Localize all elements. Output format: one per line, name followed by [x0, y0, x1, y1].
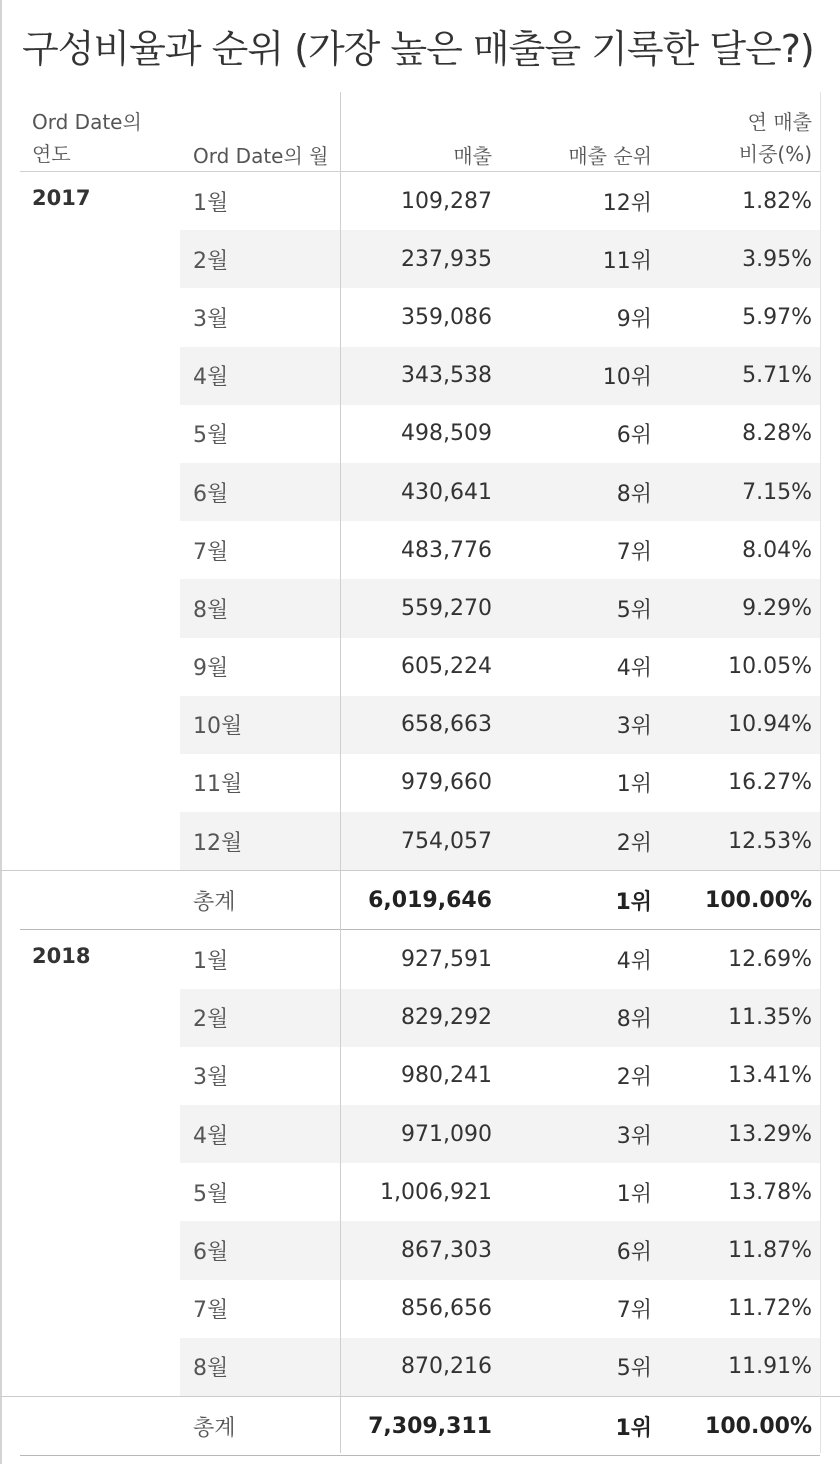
- table-body: [0, 172, 840, 1456]
- share-cell: 5.71%: [742, 363, 812, 389]
- table-row: [0, 1338, 840, 1396]
- header-share-line2: 비중(%): [738, 142, 812, 166]
- rank-cell: 6위: [616, 423, 652, 449]
- share-cell: 8.04%: [742, 537, 812, 563]
- table-row: [0, 347, 840, 405]
- month-cell: 1월: [193, 949, 229, 975]
- month-cell: 2월: [193, 248, 229, 274]
- rank-cell: 7위: [616, 539, 652, 565]
- sales-cell: 343,538: [401, 363, 492, 389]
- table-row: [0, 230, 840, 288]
- year-group: [0, 172, 840, 929]
- sales-cell: 559,270: [401, 595, 492, 621]
- rank-cell: 1위: [616, 1181, 652, 1207]
- month-cell: 5월: [193, 1181, 229, 1207]
- month-cell: 8월: [193, 597, 229, 623]
- rank-cell: 3위: [616, 714, 652, 740]
- share-cell: 11.72%: [728, 1296, 812, 1322]
- share-cell: 12.69%: [728, 947, 812, 973]
- share-cell: 13.29%: [728, 1121, 812, 1147]
- month-cell: 총계: [193, 889, 236, 915]
- rank-cell: 1위: [616, 772, 652, 798]
- sales-cell: 856,656: [401, 1296, 492, 1322]
- month-cell: 7월: [193, 539, 229, 565]
- sales-cell: 7,309,311: [368, 1413, 492, 1439]
- sales-cell: 867,303: [401, 1237, 492, 1263]
- table-row: [0, 463, 840, 521]
- sales-cell: 658,663: [401, 712, 492, 738]
- right-border: [820, 92, 821, 1453]
- table-row: [0, 1221, 840, 1279]
- month-cell: 3월: [193, 306, 229, 332]
- sales-cell: 109,287: [401, 188, 492, 214]
- month-cell: 7월: [193, 1298, 229, 1324]
- rank-cell: 7위: [616, 1298, 652, 1324]
- share-cell: 5.97%: [742, 304, 812, 330]
- rank-cell: 8위: [616, 1007, 652, 1033]
- share-cell: 8.28%: [742, 421, 812, 447]
- sales-cell: 483,776: [401, 537, 492, 563]
- total-row: [0, 1396, 840, 1455]
- table-row: [0, 1280, 840, 1338]
- share-cell: 13.78%: [728, 1179, 812, 1205]
- rank-cell: 4위: [616, 656, 652, 682]
- table-row: [0, 405, 840, 463]
- rank-cell: 6위: [616, 1239, 652, 1265]
- header-share-line1: 연 매출: [747, 110, 812, 134]
- rank-cell: 5위: [616, 597, 652, 623]
- sales-cell: 605,224: [401, 654, 492, 680]
- month-cell: 12월: [193, 830, 243, 856]
- sales-cell: 754,057: [401, 828, 492, 854]
- sales-cell: 870,216: [401, 1354, 492, 1380]
- year-label: 2018: [32, 944, 91, 969]
- table-row: [0, 696, 840, 754]
- table-row: [0, 1105, 840, 1163]
- rank-cell: 1위: [615, 889, 652, 915]
- month-cell: 총계: [193, 1415, 236, 1441]
- header-year-line1: Ord Date의: [32, 110, 142, 134]
- sales-cell: 237,935: [401, 246, 492, 272]
- rank-cell: 10위: [602, 365, 652, 391]
- share-cell: 10.05%: [728, 654, 812, 680]
- header-sales: 매출: [453, 144, 492, 168]
- month-cell: 2월: [193, 1007, 229, 1033]
- month-cell: 6월: [193, 1239, 229, 1265]
- share-cell: 7.15%: [742, 479, 812, 505]
- share-cell: 11.91%: [728, 1354, 812, 1380]
- total-row: [0, 870, 840, 929]
- month-cell: 8월: [193, 1356, 229, 1382]
- sales-cell: 6,019,646: [368, 887, 492, 913]
- month-cell: 5월: [193, 423, 229, 449]
- share-cell: 100.00%: [705, 1413, 812, 1439]
- year-group: [0, 930, 840, 1455]
- header-month: Ord Date의 월: [193, 144, 329, 168]
- table-row: [0, 521, 840, 579]
- table-row: [0, 288, 840, 346]
- share-cell: 10.94%: [728, 712, 812, 738]
- chart-title: 구성비율과 순위 (가장 높은 매출을 기록한 달은?): [22, 27, 814, 71]
- month-cell: 11월: [193, 772, 243, 798]
- header-year-line2: 연도: [32, 142, 71, 166]
- rank-cell: 12위: [602, 190, 652, 216]
- header-rank: 매출 순위: [568, 144, 652, 168]
- sales-cell: 1,006,921: [380, 1179, 492, 1205]
- rank-cell: 8위: [616, 481, 652, 507]
- sales-cell: 829,292: [401, 1005, 492, 1031]
- rank-cell: 2위: [616, 830, 652, 856]
- share-cell: 11.87%: [728, 1237, 812, 1263]
- sales-cell: 971,090: [401, 1121, 492, 1147]
- share-cell: 12.53%: [728, 828, 812, 854]
- month-cell: 6월: [193, 481, 229, 507]
- month-cell: 1월: [193, 190, 229, 216]
- sales-cell: 498,509: [401, 421, 492, 447]
- table-row: [0, 638, 840, 696]
- rank-cell: 9위: [616, 306, 652, 332]
- month-cell: 10월: [193, 714, 243, 740]
- sales-cell: 980,241: [401, 1063, 492, 1089]
- month-cell: 9월: [193, 656, 229, 682]
- sales-cell: 979,660: [401, 770, 492, 796]
- table-row: [0, 1047, 840, 1105]
- table-row: [0, 172, 840, 230]
- share-cell: 1.82%: [742, 188, 812, 214]
- month-cell: 4월: [193, 365, 229, 391]
- rank-cell: 11위: [602, 248, 652, 274]
- table-row: [0, 812, 840, 870]
- table-row: [0, 930, 840, 988]
- rank-cell: 1위: [615, 1415, 652, 1441]
- share-cell: 100.00%: [705, 887, 812, 913]
- rank-cell: 4위: [616, 949, 652, 975]
- year-label: 2017: [32, 186, 91, 210]
- rank-cell: 3위: [616, 1123, 652, 1149]
- table-row: [0, 754, 840, 812]
- table-row: [0, 989, 840, 1047]
- share-cell: 11.35%: [728, 1005, 812, 1031]
- share-cell: 9.29%: [742, 595, 812, 621]
- sales-cell: 359,086: [401, 304, 492, 330]
- table-row: [0, 579, 840, 637]
- share-cell: 16.27%: [728, 770, 812, 796]
- rank-cell: 2위: [616, 1065, 652, 1091]
- month-cell: 3월: [193, 1065, 229, 1091]
- sales-cell: 430,641: [401, 479, 492, 505]
- group-divider: [20, 1455, 820, 1456]
- month-cell: 4월: [193, 1123, 229, 1149]
- rank-cell: 5위: [616, 1356, 652, 1382]
- measure-divider: [340, 92, 341, 1453]
- share-cell: 3.95%: [742, 246, 812, 272]
- share-cell: 13.41%: [728, 1063, 812, 1089]
- table-row: [0, 1163, 840, 1221]
- sales-cell: 927,591: [401, 947, 492, 973]
